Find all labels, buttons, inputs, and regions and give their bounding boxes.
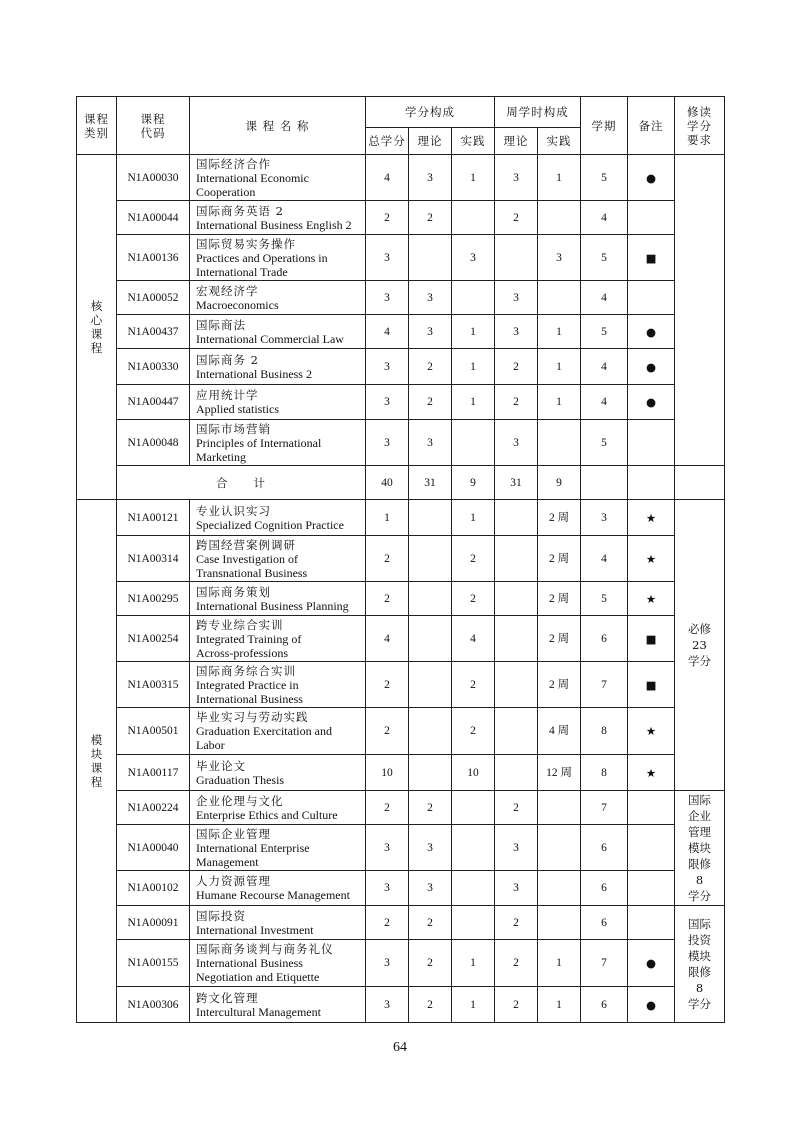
course-name: 宏观经济学 Macroeconomics xyxy=(190,281,366,315)
course-remark xyxy=(628,825,675,871)
course-h-practice: 2 周 xyxy=(538,662,581,708)
course-code: N1A00155 xyxy=(117,940,190,987)
requirement-3: 国际 投资 模块 限修 8 学分 xyxy=(675,906,725,1023)
course-name: 跨专业综合实训 Integrated Training of Across-professions xyxy=(190,616,366,662)
course-code: N1A00437 xyxy=(117,315,190,349)
course-theory: 2 xyxy=(409,791,452,825)
course-theory: 2 xyxy=(409,987,452,1023)
course-total: 2 xyxy=(366,582,409,616)
table-row xyxy=(77,708,725,755)
course-h-theory xyxy=(495,500,538,536)
course-total: 3 xyxy=(366,940,409,987)
table-row xyxy=(77,201,725,235)
course-h-theory: 2 xyxy=(495,940,538,987)
course-h-theory xyxy=(495,616,538,662)
subtotal-label: 合 计 xyxy=(117,466,366,500)
course-code: N1A00447 xyxy=(117,385,190,420)
course-theory xyxy=(409,662,452,708)
course-name: 企业伦理与文化 Enterprise Ethics and Culture xyxy=(190,791,366,825)
course-theory: 2 xyxy=(409,940,452,987)
course-total: 2 xyxy=(366,708,409,755)
course-total: 4 xyxy=(366,155,409,201)
table-row xyxy=(77,906,725,940)
course-code: N1A00102 xyxy=(117,871,190,906)
header-credit-group: 学分构成 xyxy=(366,97,495,128)
course-practice xyxy=(452,871,495,906)
subtotal-semester xyxy=(581,466,628,500)
course-practice: 2 xyxy=(452,662,495,708)
course-code: N1A00315 xyxy=(117,662,190,708)
course-h-theory: 2 xyxy=(495,791,538,825)
course-code: N1A00030 xyxy=(117,155,190,201)
course-h-theory xyxy=(495,235,538,281)
table-row xyxy=(77,987,725,1023)
table-row xyxy=(77,500,725,536)
course-total: 3 xyxy=(366,871,409,906)
course-theory: 3 xyxy=(409,420,452,466)
core-requirement xyxy=(675,155,725,466)
course-practice: 1 xyxy=(452,315,495,349)
course-semester: 6 xyxy=(581,871,628,906)
course-code: N1A00295 xyxy=(117,582,190,616)
course-practice: 4 xyxy=(452,616,495,662)
course-h-theory: 2 xyxy=(495,349,538,385)
header-remark: 备注 xyxy=(628,97,675,155)
course-theory: 2 xyxy=(409,201,452,235)
course-code: N1A00330 xyxy=(117,349,190,385)
curriculum-table xyxy=(76,96,725,1023)
course-semester: 5 xyxy=(581,420,628,466)
course-code: N1A00052 xyxy=(117,281,190,315)
course-remark: ■ xyxy=(628,616,675,662)
course-theory: 3 xyxy=(409,825,452,871)
course-theory xyxy=(409,708,452,755)
course-name: 国际商务 2 International Business 2 xyxy=(190,349,366,385)
course-h-theory xyxy=(495,708,538,755)
course-semester: 4 xyxy=(581,536,628,582)
table-row xyxy=(77,755,725,791)
course-code: N1A00254 xyxy=(117,616,190,662)
course-h-theory: 2 xyxy=(495,201,538,235)
course-semester: 5 xyxy=(581,582,628,616)
course-h-practice: 1 xyxy=(538,155,581,201)
course-code: N1A00501 xyxy=(117,708,190,755)
course-code: N1A00117 xyxy=(117,755,190,791)
course-h-practice: 1 xyxy=(538,315,581,349)
requirement-1: 必修 23 学分 xyxy=(675,500,725,791)
course-total: 3 xyxy=(366,281,409,315)
course-code: N1A00040 xyxy=(117,825,190,871)
course-theory xyxy=(409,536,452,582)
course-name: 人力资源管理 Humane Recourse Management xyxy=(190,871,366,906)
course-h-practice: 1 xyxy=(538,987,581,1023)
course-semester: 8 xyxy=(581,708,628,755)
course-total: 3 xyxy=(366,235,409,281)
course-total: 2 xyxy=(366,536,409,582)
course-practice: 1 xyxy=(452,940,495,987)
table-row xyxy=(77,315,725,349)
course-total: 10 xyxy=(366,755,409,791)
course-practice: 1 xyxy=(452,385,495,420)
course-name: 国际商务综合实训 Integrated Practice in International Business xyxy=(190,662,366,708)
course-h-practice: 12 周 xyxy=(538,755,581,791)
course-semester: 6 xyxy=(581,906,628,940)
course-h-theory: 3 xyxy=(495,155,538,201)
course-theory: 3 xyxy=(409,281,452,315)
course-semester: 7 xyxy=(581,791,628,825)
course-h-practice: 1 xyxy=(538,940,581,987)
course-practice: 2 xyxy=(452,582,495,616)
course-theory: 2 xyxy=(409,906,452,940)
course-h-practice xyxy=(538,871,581,906)
course-practice: 1 xyxy=(452,500,495,536)
course-theory: 2 xyxy=(409,349,452,385)
course-name: 毕业论文 Graduation Thesis xyxy=(190,755,366,791)
table-row xyxy=(77,662,725,708)
course-remark: ★ xyxy=(628,500,675,536)
course-code: N1A00306 xyxy=(117,987,190,1023)
course-h-practice: 1 xyxy=(538,385,581,420)
course-code: N1A00136 xyxy=(117,235,190,281)
category-core: 核 心 课 程 xyxy=(77,155,117,500)
header-hours-group: 周学时构成 xyxy=(495,97,581,128)
course-total: 1 xyxy=(366,500,409,536)
course-name: 国际企业管理 International Enterprise Management xyxy=(190,825,366,871)
course-theory xyxy=(409,582,452,616)
table-row xyxy=(77,825,725,871)
course-remark: ● xyxy=(628,385,675,420)
course-practice: 10 xyxy=(452,755,495,791)
course-h-practice xyxy=(538,420,581,466)
course-h-theory: 3 xyxy=(495,420,538,466)
subtotal-row xyxy=(77,466,725,500)
course-code: N1A00091 xyxy=(117,906,190,940)
course-total: 2 xyxy=(366,662,409,708)
table-row xyxy=(77,616,725,662)
course-semester: 8 xyxy=(581,755,628,791)
course-practice xyxy=(452,281,495,315)
course-name: 毕业实习与劳动实践 Graduation Exercitation and Labor xyxy=(190,708,366,755)
course-practice xyxy=(452,201,495,235)
course-total: 2 xyxy=(366,201,409,235)
course-theory xyxy=(409,616,452,662)
course-practice: 1 xyxy=(452,349,495,385)
course-remark xyxy=(628,791,675,825)
course-remark: ★ xyxy=(628,708,675,755)
header-hours-practice: 实践 xyxy=(538,128,581,155)
course-total: 3 xyxy=(366,385,409,420)
course-h-practice xyxy=(538,825,581,871)
course-semester: 4 xyxy=(581,201,628,235)
header-credit-practice: 实践 xyxy=(452,128,495,155)
course-total: 3 xyxy=(366,987,409,1023)
course-h-theory: 3 xyxy=(495,315,538,349)
course-theory: 3 xyxy=(409,155,452,201)
page-number: 64 xyxy=(393,1040,407,1055)
header-credit-theory: 理论 xyxy=(409,128,452,155)
course-total: 3 xyxy=(366,420,409,466)
course-name: 跨国经营案例调研 Case Investigation of Transnational Business xyxy=(190,536,366,582)
course-h-practice: 1 xyxy=(538,349,581,385)
course-practice xyxy=(452,906,495,940)
course-remark: ★ xyxy=(628,582,675,616)
course-semester: 4 xyxy=(581,349,628,385)
course-remark: ● xyxy=(628,987,675,1023)
course-practice: 1 xyxy=(452,155,495,201)
course-name: 国际投资 International Investment xyxy=(190,906,366,940)
course-h-practice: 2 周 xyxy=(538,500,581,536)
course-total: 3 xyxy=(366,349,409,385)
course-practice: 2 xyxy=(452,536,495,582)
course-semester: 4 xyxy=(581,385,628,420)
course-h-practice xyxy=(538,791,581,825)
header-requirement: 修读 学分 要求 xyxy=(675,97,725,155)
header-hours-theory: 理论 xyxy=(495,128,538,155)
header-semester: 学期 xyxy=(581,97,628,155)
course-semester: 7 xyxy=(581,940,628,987)
course-theory: 3 xyxy=(409,871,452,906)
course-h-theory: 2 xyxy=(495,385,538,420)
table-row xyxy=(77,155,725,201)
course-remark: ● xyxy=(628,315,675,349)
course-semester: 5 xyxy=(581,155,628,201)
header-code: 课程 代码 xyxy=(117,97,190,155)
course-total: 2 xyxy=(366,906,409,940)
course-name: 国际商法 International Commercial Law xyxy=(190,315,366,349)
subtotal-remark xyxy=(628,466,675,500)
course-remark: ★ xyxy=(628,536,675,582)
course-semester: 5 xyxy=(581,315,628,349)
course-remark: ● xyxy=(628,349,675,385)
course-remark xyxy=(628,201,675,235)
course-name: 国际贸易实务操作 Practices and Operations in International Trade xyxy=(190,235,366,281)
subtotal-h-theory: 31 xyxy=(495,466,538,500)
course-total: 4 xyxy=(366,315,409,349)
course-theory xyxy=(409,755,452,791)
course-name: 国际市场营销 Principles of International Marketing xyxy=(190,420,366,466)
subtotal-practice: 9 xyxy=(452,466,495,500)
course-name: 国际经济合作 International Economic Cooperation xyxy=(190,155,366,201)
course-semester: 4 xyxy=(581,281,628,315)
course-semester: 6 xyxy=(581,987,628,1023)
course-remark: ● xyxy=(628,155,675,201)
course-h-theory: 3 xyxy=(495,825,538,871)
course-total: 3 xyxy=(366,825,409,871)
course-theory xyxy=(409,500,452,536)
course-h-practice xyxy=(538,201,581,235)
course-theory xyxy=(409,235,452,281)
table-row xyxy=(77,582,725,616)
course-code: N1A00314 xyxy=(117,536,190,582)
course-code: N1A00048 xyxy=(117,420,190,466)
course-remark: ■ xyxy=(628,235,675,281)
course-semester: 6 xyxy=(581,825,628,871)
course-remark xyxy=(628,871,675,906)
course-h-theory xyxy=(495,536,538,582)
course-practice: 1 xyxy=(452,987,495,1023)
table-row xyxy=(77,235,725,281)
table-row xyxy=(77,940,725,987)
course-semester: 3 xyxy=(581,500,628,536)
course-name: 专业认识实习 Specialized Cognition Practice xyxy=(190,500,366,536)
subtotal-h-practice: 9 xyxy=(538,466,581,500)
course-name: 国际商务策划 International Business Planning xyxy=(190,582,366,616)
course-h-practice xyxy=(538,906,581,940)
course-name: 国际商务英语 2 International Business English 2 xyxy=(190,201,366,235)
table-row xyxy=(77,281,725,315)
course-practice xyxy=(452,791,495,825)
course-total: 2 xyxy=(366,791,409,825)
course-h-practice: 3 xyxy=(538,235,581,281)
course-h-theory: 2 xyxy=(495,906,538,940)
course-remark xyxy=(628,906,675,940)
table-row xyxy=(77,871,725,906)
category-module: 模 块 课 程 xyxy=(77,500,117,1023)
course-remark xyxy=(628,281,675,315)
table-row xyxy=(77,791,725,825)
subtotal-total: 40 xyxy=(366,466,409,500)
course-remark xyxy=(628,420,675,466)
header-name: 课 程 名 称 xyxy=(190,97,366,155)
table-row xyxy=(77,349,725,385)
course-remark: ★ xyxy=(628,755,675,791)
course-theory: 3 xyxy=(409,315,452,349)
course-code: N1A00224 xyxy=(117,791,190,825)
course-semester: 7 xyxy=(581,662,628,708)
course-practice xyxy=(452,420,495,466)
subtotal-requirement xyxy=(675,466,725,500)
course-h-practice: 4 周 xyxy=(538,708,581,755)
course-practice xyxy=(452,825,495,871)
header-credit-total: 总学分 xyxy=(366,128,409,155)
course-semester: 5 xyxy=(581,235,628,281)
table-row xyxy=(77,536,725,582)
course-remark: ■ xyxy=(628,662,675,708)
course-semester: 6 xyxy=(581,616,628,662)
course-practice: 2 xyxy=(452,708,495,755)
course-h-theory: 2 xyxy=(495,987,538,1023)
course-total: 4 xyxy=(366,616,409,662)
course-h-theory: 3 xyxy=(495,281,538,315)
course-h-practice: 2 周 xyxy=(538,582,581,616)
requirement-2: 国际 企业 管理 模块 限修 8 学分 xyxy=(675,791,725,906)
table-row xyxy=(77,420,725,466)
course-h-theory xyxy=(495,662,538,708)
course-name: 应用统计学 Applied statistics xyxy=(190,385,366,420)
course-practice: 3 xyxy=(452,235,495,281)
course-h-practice: 2 周 xyxy=(538,616,581,662)
course-h-theory: 3 xyxy=(495,871,538,906)
course-name: 跨文化管理 Intercultural Management xyxy=(190,987,366,1023)
course-theory: 2 xyxy=(409,385,452,420)
course-h-practice: 2 周 xyxy=(538,536,581,582)
course-code: N1A00121 xyxy=(117,500,190,536)
course-h-theory xyxy=(495,582,538,616)
table-row xyxy=(77,385,725,420)
course-h-practice xyxy=(538,281,581,315)
subtotal-theory: 31 xyxy=(409,466,452,500)
header-category: 课程 类别 xyxy=(77,97,117,155)
course-remark: ● xyxy=(628,940,675,987)
course-name: 国际商务谈判与商务礼仪 International Business Negotiation and Etiquette xyxy=(190,940,366,987)
course-h-theory xyxy=(495,755,538,791)
course-code: N1A00044 xyxy=(117,201,190,235)
